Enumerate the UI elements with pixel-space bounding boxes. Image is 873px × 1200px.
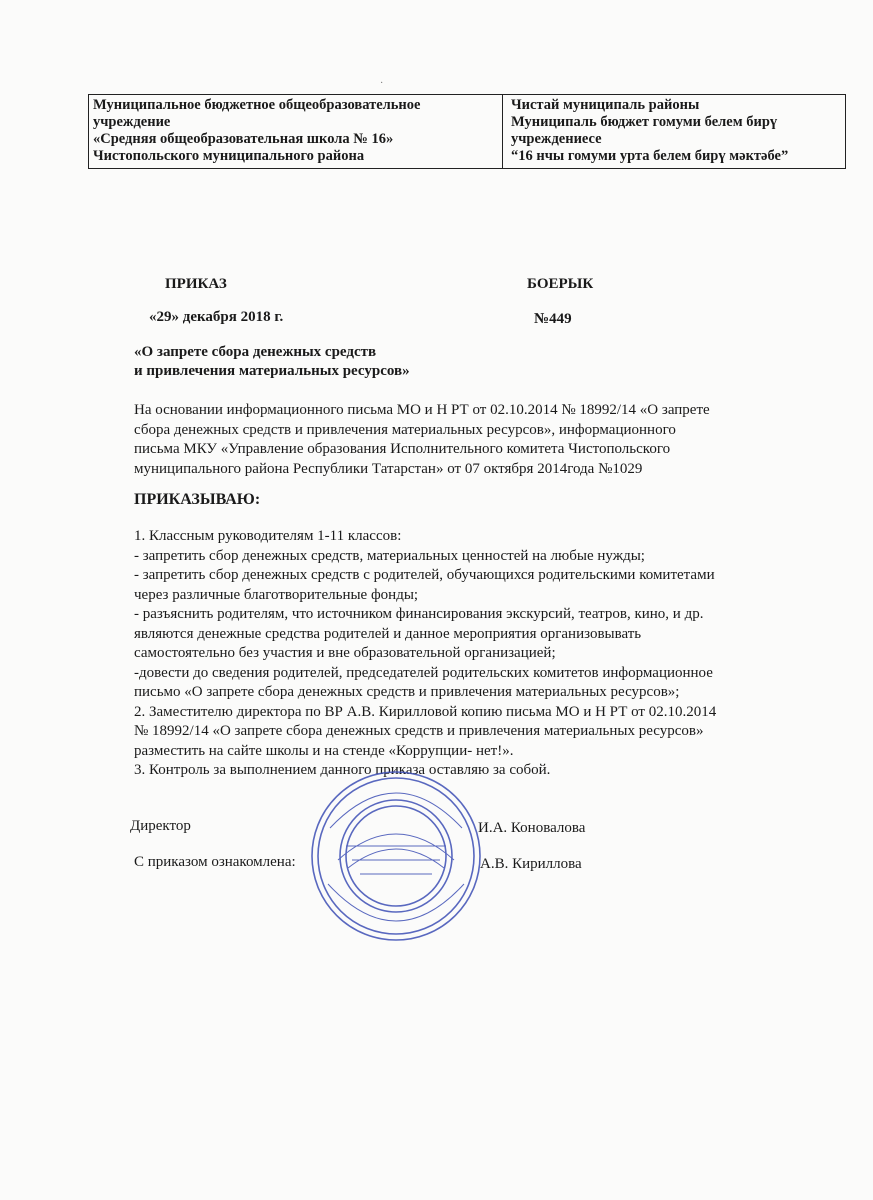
order-word: ПРИКАЗЫВАЮ: — [134, 491, 261, 508]
seal-center-ring — [346, 806, 446, 906]
item-line: являются денежные средства родителей и данное мероприятия организовывать — [134, 625, 642, 642]
item-line: - запретить сбор денежных средств с родителей, обучающихся родительскими комитетами — [134, 567, 715, 583]
item-line: письмо «О запрете сбора денежных средств и привлечения материальных ресурсов»; — [134, 684, 680, 700]
order-title-tt: БОЕРЫК — [527, 276, 594, 292]
letterhead-line: Муниципальное бюджетное общеобразовательное — [93, 97, 421, 113]
letterhead-line: Чистай муниципаль районы — [511, 97, 700, 113]
seal-inner-ring — [340, 800, 452, 912]
basis-line: муниципального района Республики Татарстан» от 07 октября 2014года №1029 — [134, 460, 643, 477]
item-line: разместить на сайте школы и на стенде «Коррупции- нет!». — [134, 742, 514, 759]
basis-line: сбора денежных средств и привлечения материальных ресурсов», информационного — [134, 421, 676, 438]
basis-paragraph — [134, 401, 799, 479]
basis-line: письма МКУ «Управление образования Исполнительного комитета Чистопольского — [134, 441, 671, 457]
subject-line: «О запрете сбора денежных средств — [134, 344, 377, 360]
letterhead-table — [88, 94, 846, 169]
acquainted-name: А.В. Кириллова — [480, 856, 582, 872]
seal-outer-ring — [312, 772, 480, 940]
seal-text-strokes — [328, 793, 464, 921]
acquainted-label: С приказом ознакомлена: — [134, 854, 296, 870]
order-subject — [134, 343, 410, 381]
item-line: через различные благотворительные фонды; — [134, 586, 419, 603]
order-number: №449 — [534, 311, 572, 327]
subject-line: и привлечения материальных ресурсов» — [134, 363, 410, 379]
order-date: «29» декабря 2018 г. — [149, 309, 284, 325]
basis-line: На основании информационного письма МО и Н РТ от 02.10.2014 № 18992/14 «О запрете — [134, 402, 710, 418]
item-line: 2. Заместителю директора по ВР А.В. Кирилловой копию письма МО и Н РТ от 02.10.2014 — [134, 703, 717, 720]
order-items — [134, 527, 799, 781]
director-label: Директор — [130, 818, 191, 834]
item-line: -довести до сведения родителей, председателей родительских комитетов информационное — [134, 664, 713, 681]
letterhead-line: учреждение — [93, 114, 171, 130]
letterhead-line: «Средняя общеобразовательная школа № 16» — [93, 131, 394, 147]
letterhead-line: “16 нчы гомуми урта белем бирү мәктәбе” — [511, 148, 789, 164]
letterhead-line: учреждениесе — [511, 131, 602, 147]
school-seal-stamp — [308, 768, 484, 944]
item-line: - запретить сбор денежных средств, материальных ценностей на любые нужды; — [134, 547, 645, 564]
letterhead-russian — [89, 95, 503, 169]
director-name: И.А. Коновалова — [478, 820, 586, 836]
seal-ring — [318, 778, 474, 934]
item-line: - разъяснить родителям, что источником финансирования экскурсий, театров, кино, и др. — [134, 606, 704, 622]
item-line: 3. Контроль за выполнением данного приказа оставляю за собой. — [134, 762, 551, 778]
letterhead-line: Чистопольского муниципального района — [93, 148, 365, 164]
scan-mark: · — [380, 78, 384, 89]
item-line: № 18992/14 «О запрете сбора денежных средств и привлечения материальных ресурсов» — [134, 723, 704, 739]
letterhead-line: Муниципаль бюджет гомуми белем бирү — [511, 114, 778, 130]
item-line: самостоятельно без участия и вне образовательной организацией; — [134, 645, 556, 661]
letterhead-tatar — [503, 95, 846, 169]
item-line: 1. Классным руководителям 1-11 классов: — [134, 528, 402, 544]
order-title-ru: ПРИКАЗ — [165, 276, 227, 292]
